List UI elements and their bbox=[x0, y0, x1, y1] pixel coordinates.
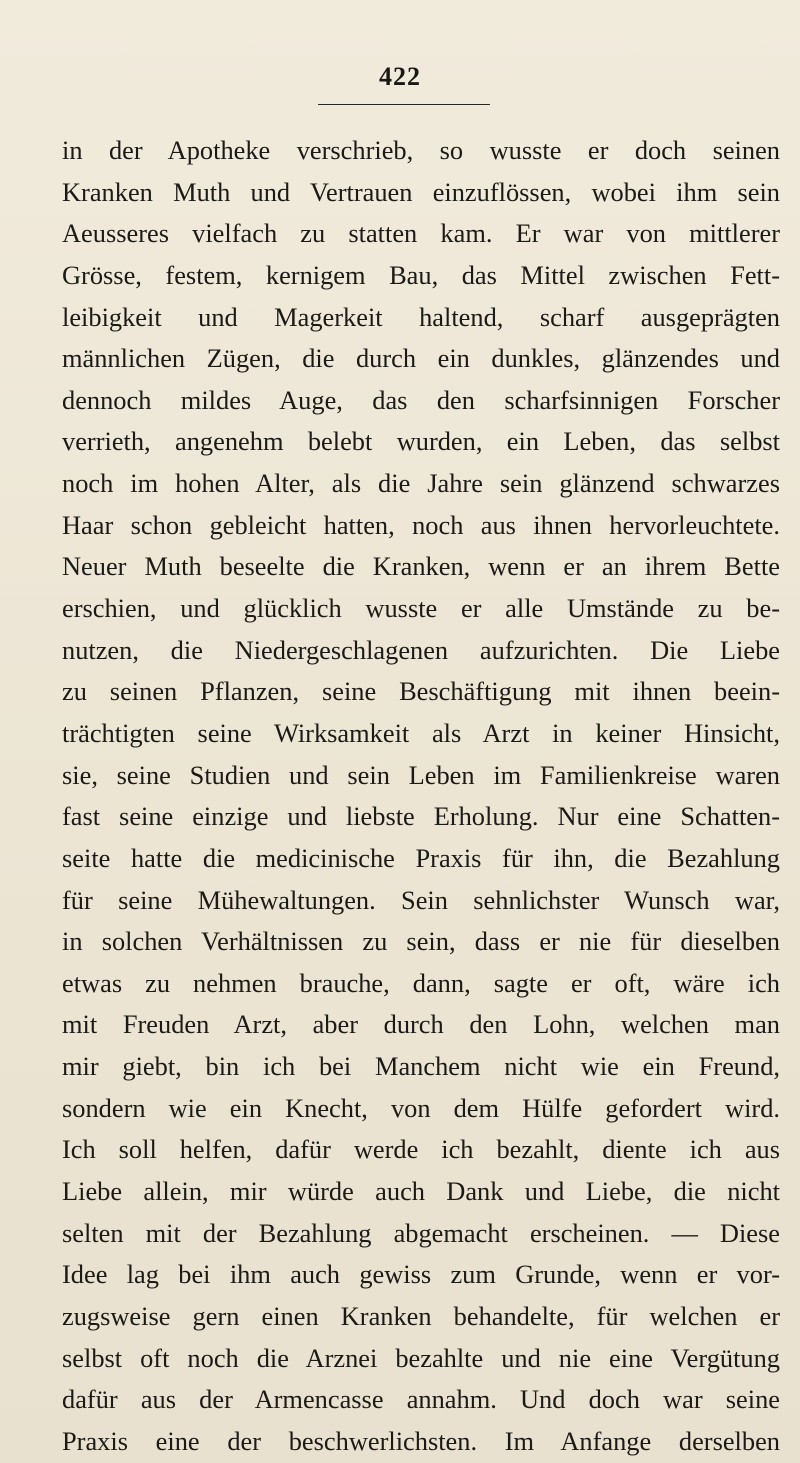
text-line: dafür aus der Armencasse annahm. Und doch war seine bbox=[62, 1384, 780, 1415]
text-line: sondern wie ein Knecht, von dem Hülfe gefordert wird. bbox=[62, 1092, 780, 1123]
text-line: Ich soll helfen, dafür werde ich bezahlt, diente ich aus bbox=[62, 1134, 780, 1165]
text-line: zugsweise gern einen Kranken behandelte, für welchen er bbox=[62, 1300, 780, 1331]
text-line: dennoch mildes Auge, das den scharfsinnigen Forscher bbox=[62, 384, 780, 415]
text-line: Aeusseres vielfach zu statten kam. Er war von mittlerer bbox=[62, 218, 780, 249]
text-line: seite hatte die medicinische Praxis für ihn, die Bezahlung bbox=[62, 842, 780, 873]
text-line: Idee lag bei ihm auch gewiss zum Grunde, wenn er vor- bbox=[62, 1259, 780, 1290]
text-line: sie, seine Studien und sein Leben im Familienkreise waren bbox=[62, 759, 780, 790]
text-line: selbst oft noch die Arznei bezahlte und nie eine Vergütung bbox=[62, 1342, 780, 1373]
page-number-underline bbox=[318, 104, 490, 105]
body-text bbox=[62, 130, 780, 1463]
text-line: nutzen, die Niedergeschlagenen aufzurichten. Die Liebe bbox=[62, 634, 780, 665]
text-line: zu seinen Pflanzen, seine Beschäftigung mit ihnen beein- bbox=[62, 676, 780, 707]
text-line: selten mit der Bezahlung abgemacht erscheinen. — Diese bbox=[62, 1217, 780, 1248]
text-line: mir giebt, bin ich bei Manchem nicht wie ein Freund, bbox=[62, 1051, 780, 1082]
text-line: Neuer Muth beseelte die Kranken, wenn er an ihrem Bette bbox=[62, 551, 780, 582]
text-line: für seine Mühewaltungen. Sein sehnlichster Wunsch war, bbox=[62, 884, 780, 915]
text-line: Grösse, festem, kernigem Bau, das Mittel zwischen Fett- bbox=[62, 259, 780, 290]
page-number: 422 bbox=[379, 62, 421, 91]
text-line: Praxis eine der beschwerlichsten. Im Anfange derselben bbox=[62, 1425, 780, 1456]
text-line: in der Apotheke verschrieb, so wusste er doch seinen bbox=[62, 135, 780, 165]
text-line: erschien, und glücklich wusste er alle Umstände zu be- bbox=[62, 593, 780, 624]
text-line: etwas zu nehmen brauche, dann, sagte er oft, wäre ich bbox=[62, 967, 780, 998]
text-line: Kranken Muth und Vertrauen einzuflössen, wobei ihm sein bbox=[62, 176, 780, 207]
text-line: in solchen Verhältnissen zu sein, dass er nie für dieselben bbox=[62, 926, 780, 957]
text-line: noch im hohen Alter, als die Jahre sein glänzend schwarzes bbox=[62, 468, 780, 499]
text-line: mit Freuden Arzt, aber durch den Lohn, welchen man bbox=[62, 1009, 780, 1040]
text-line: Liebe allein, mir würde auch Dank und Liebe, die nicht bbox=[62, 1176, 780, 1207]
text-line: trächtigten seine Wirksamkeit als Arzt in keiner Hinsicht, bbox=[62, 717, 780, 748]
text-line: verrieth, angenehm belebt wurden, ein Leben, das selbst bbox=[62, 426, 780, 457]
text-line: männlichen Zügen, die durch ein dunkles, glänzendes und bbox=[62, 343, 780, 374]
text-line: Haar schon gebleicht hatten, noch aus ihnen hervorleuchtete. bbox=[62, 509, 780, 540]
text-line: fast seine einzige und liebste Erholung. Nur eine Schatten- bbox=[62, 801, 780, 832]
text-line: leibigkeit und Magerkeit haltend, scharf ausgeprägten bbox=[62, 301, 780, 332]
